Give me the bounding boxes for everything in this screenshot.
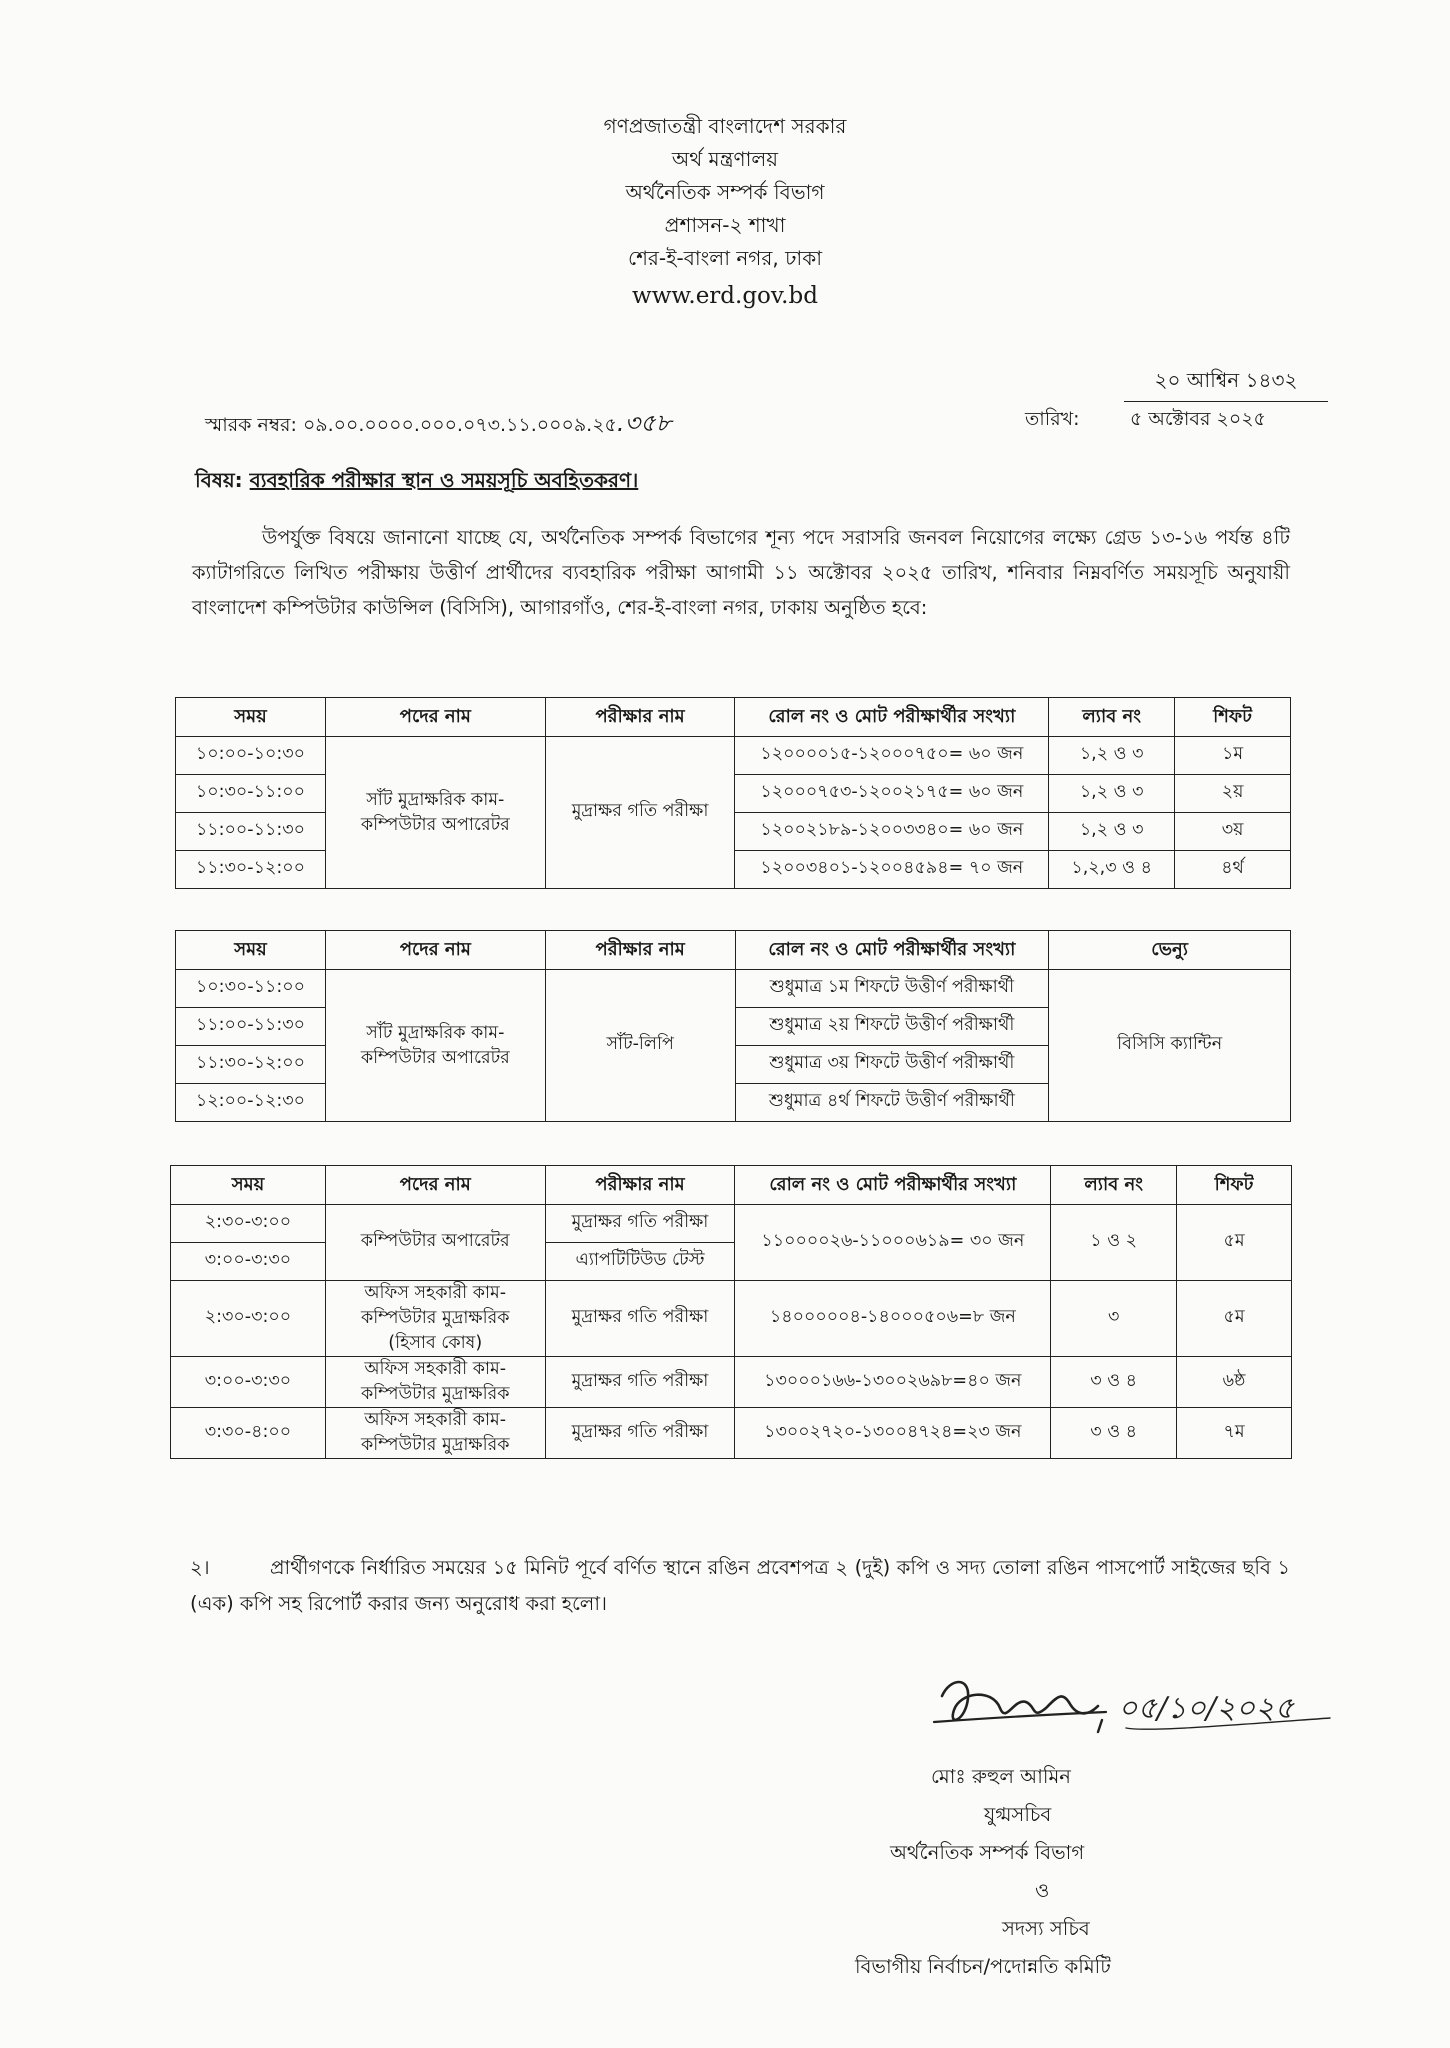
post-cell bbox=[325, 1408, 545, 1459]
header-line-government: গণপ্রজাতন্ত্রী বাংলাদেশ সরকার bbox=[603, 114, 847, 138]
col-header-post: পদের নাম bbox=[325, 931, 545, 970]
header-line-address: শের-ই-বাংলা নগর, ঢাকা bbox=[627, 246, 823, 270]
lab-cell: ১,২ ও ৩ bbox=[1049, 813, 1175, 851]
post-cell: কম্পিউটার অপারেটর bbox=[325, 1205, 545, 1281]
subject-line bbox=[195, 466, 638, 499]
lab-cell: ১ ও ২ bbox=[1051, 1205, 1177, 1281]
letterhead bbox=[0, 110, 1450, 309]
signatory-conjunction: ও bbox=[1035, 1879, 1050, 1902]
shift-cell: ৩য় bbox=[1175, 813, 1291, 851]
lab-cell: ১,২ ও ৩ bbox=[1049, 737, 1175, 775]
lab-cell: ৩ ও ৪ bbox=[1051, 1357, 1177, 1408]
col-header-post: পদের নাম bbox=[325, 698, 545, 737]
signatory-name: মোঃ রুহুল আমিন bbox=[931, 1765, 1071, 1788]
time-cell: ১১:০০-১১:৩০ bbox=[176, 1008, 326, 1046]
signatory-designation: যুগ্মসচিব bbox=[984, 1803, 1052, 1826]
col-header-exam: পরীক্ষার নাম bbox=[545, 931, 735, 970]
col-header-exam: পরীক্ষার নাম bbox=[545, 698, 735, 737]
table-header-row bbox=[176, 931, 1291, 970]
time-cell: ১১:০০-১১:৩০ bbox=[176, 813, 326, 851]
exam-cell: মুদ্রাক্ষর গতি পরীক্ষা bbox=[545, 1408, 735, 1459]
shift-cell: ৬ষ্ঠ bbox=[1177, 1357, 1292, 1408]
subject-text: ব্যবহারিক পরীক্ষার স্থান ও সময়সূচি অবহিতকরণ। bbox=[249, 468, 639, 492]
post-line: কম্পিউটার মুদ্রাক্ষরিক bbox=[361, 1308, 510, 1328]
signature-date: ০৫/১০/২০২৫ bbox=[1118, 1691, 1295, 1726]
col-header-roll: রোল নং ও মোট পরীক্ষার্থীর সংখ্যা bbox=[735, 1166, 1051, 1205]
post-line: অফিস সহকারী কাম- bbox=[364, 1283, 507, 1303]
signatory-role: সদস্য সচিব bbox=[1002, 1917, 1090, 1940]
memo-handwritten-suffix: .৩৫৮ bbox=[616, 409, 672, 437]
exam-cell: মুদ্রাক্ষর গতি পরীক্ষা bbox=[545, 737, 735, 889]
post-cell bbox=[325, 1357, 545, 1408]
roll-cell: ১২০০০৭৫৩-১২০০২১৭৫= ৬০ জন bbox=[735, 775, 1049, 813]
signatory-department: অর্থনৈতিক সম্পর্ক বিভাগ bbox=[890, 1841, 1085, 1864]
handwritten-signature-icon bbox=[930, 1658, 1370, 1758]
header-line-branch: প্রশাসন-২ শাখা bbox=[664, 213, 786, 237]
roll-cell: ১৩০০২৭২০-১৩০০৪৭২৪=২৩ জন bbox=[735, 1408, 1051, 1459]
roll-cell: ১৪০০০০০৪-১৪০০০৫০৬=৮ জন bbox=[735, 1281, 1051, 1357]
time-cell: ২:৩০-৩:০০ bbox=[171, 1281, 326, 1357]
time-cell: ১০:৩০-১১:০০ bbox=[176, 970, 326, 1008]
post-cell bbox=[325, 1281, 545, 1357]
table-row bbox=[176, 737, 1291, 775]
roll-cell: ১২০০০০১৫-১২০০০৭৫০= ৬০ জন bbox=[735, 737, 1049, 775]
time-cell: ২:৩০-৩:০০ bbox=[171, 1205, 326, 1243]
paragraph-number: ২। bbox=[190, 1556, 210, 1579]
intro-paragraph: উপর্যুক্ত বিষয়ে জানানো যাচ্ছে যে, অর্থনৈতিক সম্পর্ক বিভাগের শূন্য পদে সরাসরি জনবল নিয়োগের লক্ষ্যে গ্রেড ১৩-১৬ পর্যন্ত ৪টি ক্যাটাগরিতে লিখিত পরীক্ষায় উত্তীর্ণ প্রার্থীদের ব্যবহারিক পরীক্ষা আগামী ১১ অক্টোবর ২০২৫ তারিখ, শনিবার নিম্নবর্ণিত সময়সূচি অনুযায়ী বাংলাদেশ কম্পিউটার কাউন্সিল (বিসিসি), আগারগাঁও, শের-ই-বাংলা নগর, ঢাকায় অনুষ্ঠিত হবে: bbox=[192, 526, 1290, 619]
table-row bbox=[171, 1205, 1292, 1243]
header-line-ministry: অর্থ মন্ত্রণালয় bbox=[671, 147, 779, 171]
memo-number bbox=[205, 405, 671, 445]
lab-cell: ৩ ও ৪ bbox=[1051, 1408, 1177, 1459]
post-line: কম্পিউটার মুদ্রাক্ষরিক bbox=[361, 1435, 510, 1455]
time-cell: ১০:৩০-১১:০০ bbox=[176, 775, 326, 813]
roll-cell: শুধুমাত্র ৩য় শিফটে উত্তীর্ণ পরীক্ষার্থী bbox=[735, 1046, 1049, 1084]
exam-cell: মুদ্রাক্ষর গতি পরীক্ষা bbox=[545, 1357, 735, 1408]
roll-cell: শুধুমাত্র ১ম শিফটে উত্তীর্ণ পরীক্ষার্থী bbox=[735, 970, 1049, 1008]
time-cell: ১১:৩০-১২:০০ bbox=[176, 851, 326, 889]
shift-cell: ১ম bbox=[1175, 737, 1291, 775]
table-row bbox=[171, 1281, 1292, 1357]
post-cell: সাঁট মুদ্রাক্ষরিক কাম-কম্পিউটার অপারেটর bbox=[325, 970, 545, 1122]
post-cell: সাঁট মুদ্রাক্ষরিক কাম-কম্পিউটার অপারেটর bbox=[325, 737, 545, 889]
header-line-division: অর্থনৈতিক সম্পর্ক বিভাগ bbox=[625, 180, 825, 204]
lab-cell: ১,২,৩ ও ৪ bbox=[1049, 851, 1175, 889]
schedule-table-afternoon bbox=[170, 1165, 1292, 1459]
roll-cell: ১১০০০০২৬-১১০০০৬১৯= ৩০ জন bbox=[735, 1205, 1051, 1281]
shift-cell: ৫ম bbox=[1177, 1205, 1292, 1281]
bengali-date: ২০ আশ্বিন ১৪৩২ bbox=[1124, 366, 1328, 402]
post-line: অফিস সহকারী কাম- bbox=[364, 1359, 507, 1379]
time-cell: ১১:৩০-১২:০০ bbox=[176, 1046, 326, 1084]
time-cell: ১২:০০-১২:৩০ bbox=[176, 1084, 326, 1122]
col-header-shift: শিফট bbox=[1175, 698, 1291, 737]
col-header-time: সময় bbox=[176, 698, 326, 737]
exam-cell: মুদ্রাক্ষর গতি পরীক্ষা bbox=[545, 1205, 735, 1243]
roll-cell: শুধুমাত্র ২য় শিফটে উত্তীর্ণ পরীক্ষার্থী bbox=[735, 1008, 1049, 1046]
table-row bbox=[171, 1408, 1292, 1459]
date-label: তারিখ: bbox=[1025, 408, 1080, 430]
time-cell: ৩:০০-৩:৩০ bbox=[171, 1357, 326, 1408]
subject-label: বিষয়: bbox=[195, 468, 243, 492]
col-header-venue: ভেন্যু bbox=[1049, 931, 1291, 970]
shift-cell: ৫ম bbox=[1177, 1281, 1292, 1357]
roll-cell: ১২০০৩৪০১-১২০০৪৫৯৪= ৭০ জন bbox=[735, 851, 1049, 889]
signatory-committee: বিভাগীয় নির্বাচন/পদোন্নতি কমিটি bbox=[855, 1955, 1111, 1978]
exam-cell: মুদ্রাক্ষর গতি পরীক্ষা bbox=[545, 1281, 735, 1357]
time-cell: ৩:৩০-৪:০০ bbox=[171, 1408, 326, 1459]
col-header-shift: শিফট bbox=[1177, 1166, 1292, 1205]
schedule-table-typing-test bbox=[175, 697, 1291, 889]
gregorian-date: ৫ অক্টোবর ২০২৫ bbox=[1130, 408, 1266, 430]
col-header-roll: রোল নং ও মোট পরীক্ষার্থীর সংখ্যা bbox=[735, 698, 1049, 737]
col-header-time: সময় bbox=[176, 931, 326, 970]
col-header-time: সময় bbox=[171, 1166, 326, 1205]
col-header-lab: ল্যাব নং bbox=[1049, 698, 1175, 737]
signatory-details bbox=[855, 1758, 1330, 1986]
col-header-roll: রোল নং ও মোট পরীক্ষার্থীর সংখ্যা bbox=[735, 931, 1049, 970]
roll-cell: ১৩০০০১৬৬-১৩০০২৬৯৮=৪০ জন bbox=[735, 1357, 1051, 1408]
memo-value: ০৯.০০.০০০০.০০০.০৭৩.১১.০০০৯.২৫ bbox=[302, 414, 617, 436]
shift-cell: ২য় bbox=[1175, 775, 1291, 813]
roll-cell: ১২০০২১৮৯-১২০০৩৩৪০= ৬০ জন bbox=[735, 813, 1049, 851]
post-line: কম্পিউটার মুদ্রাক্ষরিক bbox=[361, 1384, 510, 1404]
post-line: (হিসাব কোষ) bbox=[388, 1333, 483, 1353]
website-link[interactable]: www.erd.gov.bd bbox=[632, 283, 818, 309]
schedule-table-shorthand bbox=[175, 930, 1291, 1122]
instruction-text: প্রার্থীগণকে নির্ধারিত সময়ের ১৫ মিনিট পূর্বে বর্ণিত স্থানে রঙিন প্রবেশপত্র ২ (দুই) কপি ও সদ্য তোলা রঙিন পাসপোর্ট সাইজের ছবি ১ (এক) কপি সহ রিপোর্ট করার জন্য অনুরোধ করা হলো। bbox=[190, 1556, 1290, 1615]
time-cell: ৩:০০-৩:৩০ bbox=[171, 1243, 326, 1281]
post-line: অফিস সহকারী কাম- bbox=[364, 1410, 507, 1430]
table-row bbox=[171, 1357, 1292, 1408]
exam-cell: এ্যাপটিটিউড টেস্ট bbox=[545, 1243, 735, 1281]
venue-cell: বিসিসি ক্যান্টিন bbox=[1049, 970, 1291, 1122]
roll-cell: শুধুমাত্র ৪র্থ শিফটে উত্তীর্ণ পরীক্ষার্থী bbox=[735, 1084, 1049, 1122]
exam-cell: সাঁট-লিপি bbox=[545, 970, 735, 1122]
table-row bbox=[176, 970, 1291, 1008]
memo-label: স্মারক নম্বর: bbox=[205, 414, 297, 436]
table-header-row bbox=[171, 1166, 1292, 1205]
instruction-paragraph bbox=[190, 1550, 1290, 1622]
col-header-lab: ল্যাব নং bbox=[1051, 1166, 1177, 1205]
time-cell: ১০:০০-১০:৩০ bbox=[176, 737, 326, 775]
col-header-post: পদের নাম bbox=[325, 1166, 545, 1205]
lab-cell: ৩ bbox=[1051, 1281, 1177, 1357]
lab-cell: ১,২ ও ৩ bbox=[1049, 775, 1175, 813]
table-header-row bbox=[176, 698, 1291, 737]
shift-cell: ৪র্থ bbox=[1175, 851, 1291, 889]
shift-cell: ৭ম bbox=[1177, 1408, 1292, 1459]
col-header-exam: পরীক্ষার নাম bbox=[545, 1166, 735, 1205]
